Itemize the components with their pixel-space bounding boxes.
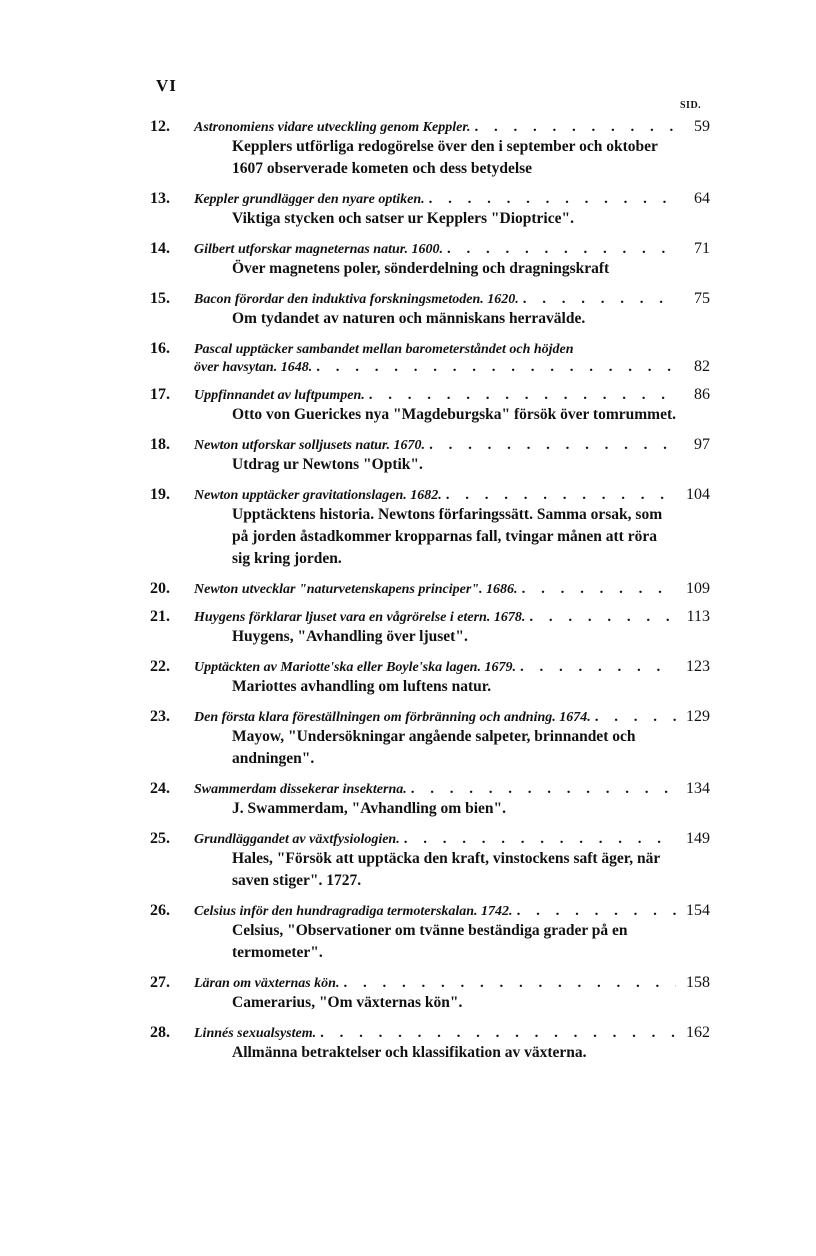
entry-title: Upptäckten av Mariotte'ska eller Boyle'ska lagen. 1679. [194, 660, 516, 675]
entry-description: Huygens, "Avhandling över ljuset". [232, 628, 468, 645]
dot-leader [411, 781, 676, 798]
entry-description: Allmänna betraktelser och klassifikation av växterna. [232, 1044, 587, 1061]
entry-number: 24. [150, 780, 170, 797]
entry-title: Uppfinnandet av luftpumpen. [194, 388, 365, 403]
entry-number: 15. [150, 290, 170, 307]
entry-page: 104 [686, 486, 710, 503]
entry-title-continued: över havsytan. 1648. [194, 360, 313, 375]
entry-description: Över magnetens poler, sönderdelning och dragningskraft [232, 260, 610, 277]
toc-entry [150, 340, 710, 376]
entry-page: 162 [686, 1024, 710, 1041]
dot-leader [522, 581, 676, 598]
toc-entry [150, 780, 710, 820]
entry-number: 21. [150, 608, 170, 625]
entry-page: 82 [694, 358, 710, 375]
entry-description: J. Swammerdam, "Avhandling om bien". [232, 800, 506, 817]
dot-leader [523, 291, 676, 308]
entry-title: Newton utvecklar "naturvetenskapens principer". 1686. [194, 582, 518, 597]
entry-page: 75 [694, 290, 710, 307]
toc-entry [150, 580, 710, 598]
dot-leader [475, 119, 676, 136]
entry-title: Keppler grundlägger den nyare optiken. [194, 192, 425, 207]
entry-number: 14. [150, 240, 170, 257]
toc-entry [150, 658, 710, 698]
toc-entry [150, 190, 710, 230]
entry-number: 27. [150, 974, 170, 991]
entry-description: Upptäcktens historia. Newtons förfaringssätt. Samma orsak, som på jorden åstadkommer kropparnas fall, tvingar månen att röra sig kring jorden. [232, 506, 663, 567]
entry-title: Läran om växternas kön. [194, 976, 340, 991]
entry-description: Celsius, "Observationer om tvänne beständiga grader på en termometer". [232, 922, 628, 961]
toc-entry [150, 708, 710, 770]
dot-leader [446, 487, 676, 504]
entry-page: 134 [686, 780, 710, 797]
toc-entry [150, 118, 710, 180]
entry-page: 64 [694, 190, 710, 207]
toc-entry [150, 436, 710, 476]
entry-number: 22. [150, 658, 170, 675]
entry-page: 113 [686, 608, 710, 625]
toc-entry [150, 240, 710, 280]
entry-page: 123 [686, 658, 710, 675]
entry-number: 18. [150, 436, 170, 453]
entry-number: 17. [150, 386, 170, 403]
entry-description: Kepplers utförliga redogörelse över den i september och oktober 1607 observerade kometen och dess betydelse [232, 138, 658, 177]
entry-description: Mariottes avhandling om luftens natur. [232, 678, 492, 695]
entry-number: 20. [150, 580, 170, 597]
entry-number: 23. [150, 708, 170, 725]
entry-page: 149 [686, 830, 710, 847]
entry-title: Den första klara föreställningen om förbränning och andning. 1674. [194, 710, 591, 725]
entry-page: 71 [694, 240, 710, 257]
dot-leader [595, 709, 676, 726]
page-column-label: SID. [680, 100, 702, 111]
toc-entry [150, 608, 710, 648]
entry-page: 59 [694, 118, 710, 135]
entry-description: Utdrag ur Newtons "Optik". [232, 456, 423, 473]
page-number: VI [156, 76, 177, 95]
dot-leader [343, 975, 676, 992]
entry-title: Pascal upptäcker sambandet mellan barometerståndet och höjden [194, 342, 574, 357]
dot-leader [369, 387, 676, 404]
entry-number: 13. [150, 190, 170, 207]
entry-title: Grundläggandet av växtfysiologien. [194, 832, 400, 847]
toc-entry [150, 902, 710, 964]
dot-leader [447, 241, 676, 258]
entry-description: Hales, "Försök att upptäcka den kraft, vinstockens saft äger, när saven stiger". 1727. [232, 850, 660, 889]
entry-page: 129 [686, 708, 710, 725]
entry-title: Newton upptäcker gravitationslagen. 1682. [194, 488, 442, 503]
entry-page: 158 [686, 974, 710, 991]
entry-description: Viktiga stycken och satser ur Kepplers "Dioptrice". [232, 210, 574, 227]
entry-description: Om tydandet av naturen och människans herravälde. [232, 310, 586, 327]
toc-entry [150, 486, 710, 570]
entry-number: 16. [150, 340, 170, 357]
dot-leader [429, 191, 676, 208]
entry-title: Astronomiens vidare utveckling genom Keppler. [194, 120, 471, 135]
dot-leader [517, 903, 676, 920]
entry-page: 109 [686, 580, 710, 597]
entry-title: Celsius inför den hundragradiga termoterskalan. 1742. [194, 904, 513, 919]
entry-page: 97 [694, 436, 710, 453]
table-of-contents [150, 118, 710, 1074]
entry-number: 28. [150, 1024, 170, 1041]
toc-entry [150, 1024, 710, 1064]
entry-description: Mayow, "Undersökningar angående salpeter, brinnandet och andningen". [232, 728, 636, 767]
entry-page: 86 [694, 386, 710, 403]
entry-title: Bacon förordar den induktiva forskningsmetoden. 1620. [194, 292, 519, 307]
dot-leader [429, 437, 676, 454]
entry-description: Otto von Guerickes nya "Magdeburgska" försök över tomrummet. [232, 406, 676, 423]
entry-number: 19. [150, 486, 170, 503]
toc-entry [150, 974, 710, 1014]
toc-entry [150, 830, 710, 892]
dot-leader [320, 1025, 676, 1042]
entry-title: Newton utforskar solljusets natur. 1670. [194, 438, 426, 453]
entry-title: Gilbert utforskar magneternas natur. 1600. [194, 242, 443, 257]
entry-title: Huygens förklarar ljuset vara en vågrörelse i etern. 1678. [194, 610, 526, 625]
dot-leader [404, 831, 676, 848]
entry-number: 25. [150, 830, 170, 847]
dot-leader [520, 659, 676, 676]
toc-entry [150, 386, 710, 426]
entry-page: 154 [686, 902, 710, 919]
entry-title: Linnés sexualsystem. [194, 1026, 317, 1041]
dot-leader [529, 609, 676, 626]
entry-title: Swammerdam dissekerar insekterna. [194, 782, 407, 797]
entry-number: 12. [150, 118, 170, 135]
entry-number: 26. [150, 902, 170, 919]
dot-leader [316, 359, 676, 376]
toc-entry [150, 290, 710, 330]
entry-description: Camerarius, "Om växternas kön". [232, 994, 463, 1011]
